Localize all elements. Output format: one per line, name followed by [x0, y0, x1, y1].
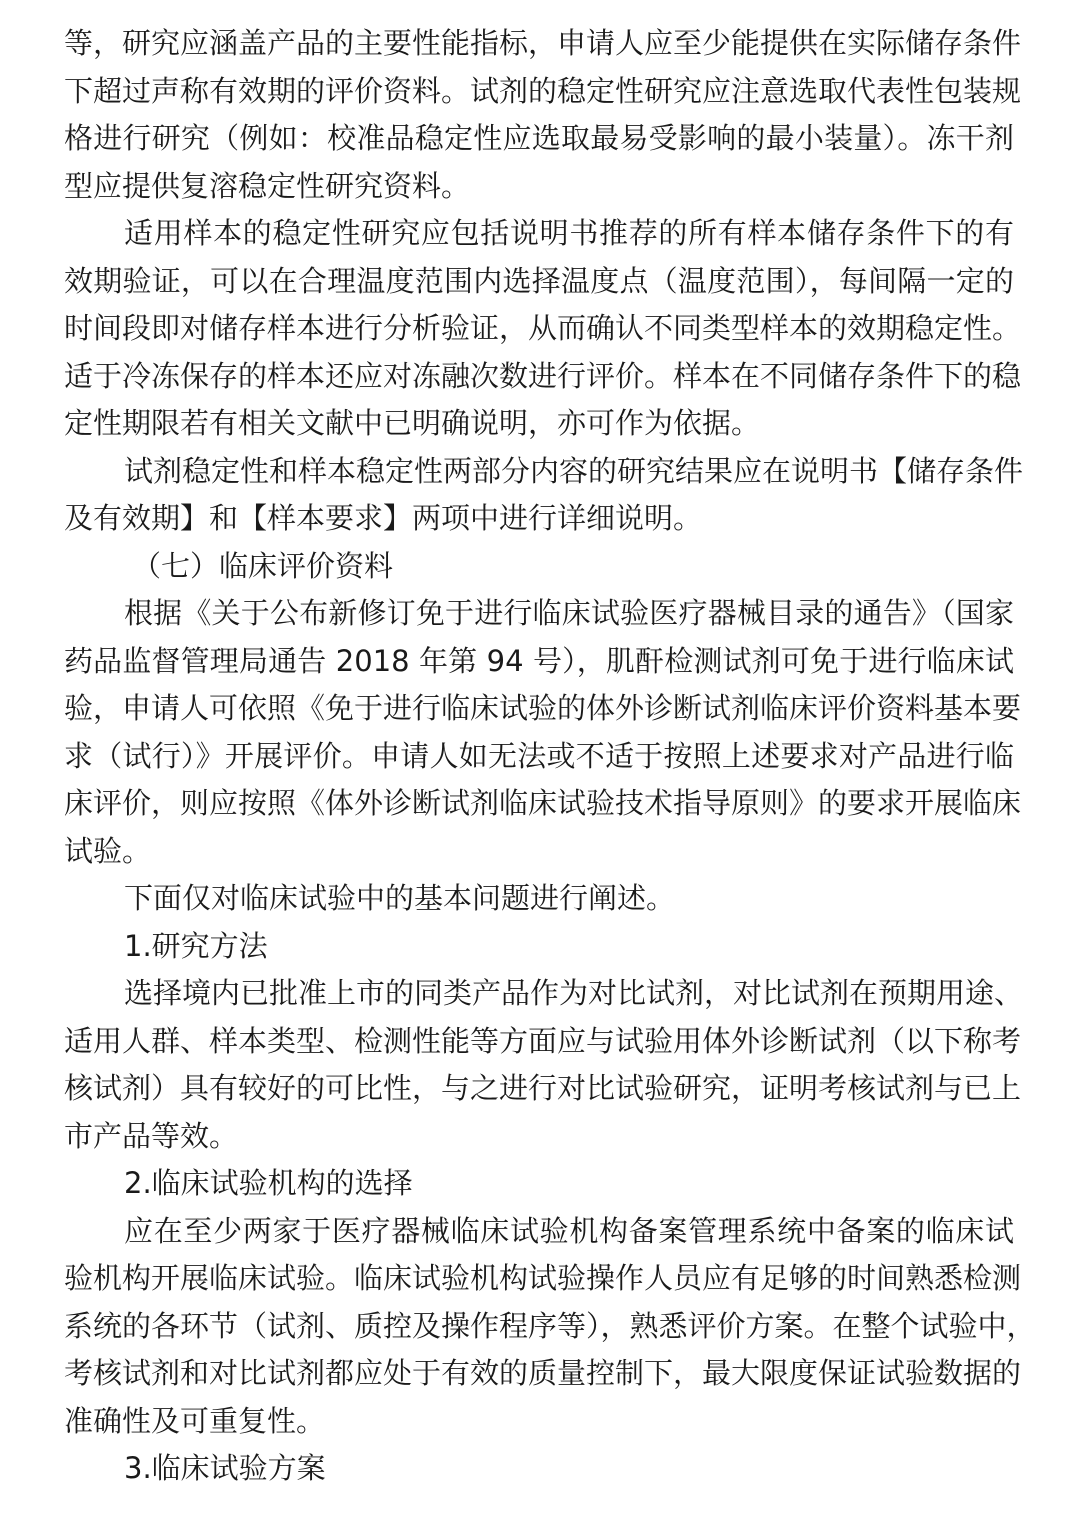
subsection-heading: 1.研究方法 — [124, 928, 268, 963]
text-line: 时间段即对储存样本进行分析验证，从而确认不同类型样本的效期稳定性。 — [64, 311, 1022, 345]
text-line: 效期验证，可以在合理温度范围内选择温度点（温度范围），每间隔一定的 — [64, 263, 1014, 298]
text-line: 适于冷冻保存的样本还应对冻融次数进行评价。样本在不同储存条件下的稳 — [64, 358, 1022, 393]
text-line: 床评价，则应按照《体外诊断试剂临床试验技术指导原则》的要求开展临床 — [64, 786, 1022, 820]
subsection-heading: 3.临床试验方案 — [124, 1451, 326, 1485]
text-line: 格进行研究（例如：校准品稳定性应选取最易受影响的最小装量）。冻干剂 — [64, 121, 1014, 155]
document-page — [64, 20, 1036, 1493]
subsection-heading: 2.临床试验机构的选择 — [124, 1166, 413, 1200]
text-line: 准确性及可重复性。 — [64, 1403, 326, 1438]
paragraph-first-line: 下面仅对临床试验中的基本问题进行阐述。 — [124, 881, 676, 915]
text-line: 试验。 — [64, 833, 152, 868]
paragraph-first-line: 应在至少两家于医疗器械临床试验机构备案管理系统中备案的临床试 — [124, 1213, 1014, 1248]
text-line: 适用人群、样本类型、检测性能等方面应与试验用体外诊断试剂（以下称考 — [64, 1023, 1022, 1058]
text-line: 核试剂）具有较好的可比性，与之进行对比试验研究，证明考核试剂与已上 — [64, 1071, 1022, 1105]
text-line: 型应提供复溶稳定性研究资料。 — [64, 168, 471, 203]
text-line: 市产品等效。 — [64, 1118, 239, 1153]
text-line: 下超过声称有效期的评价资料。试剂的稳定性研究应注意选取代表性包装规 — [64, 73, 1022, 108]
text-line: 系统的各环节（试剂、质控及操作程序等），熟悉评价方案。在整个试验中， — [64, 1308, 1036, 1343]
paragraph-first-line: 适用样本的稳定性研究应包括说明书推荐的所有样本储存条件下的有 — [124, 216, 1014, 250]
text-line: 考核试剂和对比试剂都应处于有效的质量控制下，最大限度保证试验数据的 — [64, 1356, 1022, 1390]
text-line: 求（试行）》开展评价。申请人如无法或不适于按照上述要求对产品进行临 — [64, 738, 1014, 773]
paragraph-first-line: 选择境内已批准上市的同类产品作为对比试剂，对比试剂在预期用途、 — [124, 976, 1024, 1010]
text-line: 等，研究应涵盖产品的主要性能指标，申请人应至少能提供在实际储存条件 — [64, 26, 1022, 60]
text-line: 药品监督管理局通告 2018 年第 94 号），肌酐检测试剂可免于进行临床试 — [64, 643, 1014, 678]
paragraph-first-line: 试剂稳定性和样本稳定性两部分内容的研究结果应在说明书【储存条件 — [124, 453, 1024, 488]
paragraph-first-line: 根据《关于公布新修订免于进行临床试验医疗器械目录的通告》（国家 — [124, 596, 1014, 630]
section-heading: （七）临床评价资料 — [132, 548, 394, 583]
text-line: 及有效期】和【样本要求】两项中进行详细说明。 — [64, 501, 703, 535]
text-line: 验机构开展临床试验。临床试验机构试验操作人员应有足够的时间熟悉检测 — [64, 1261, 1022, 1295]
text-line: 定性期限若有相关文献中已明确说明，亦可作为依据。 — [64, 406, 761, 440]
text-line: 验，申请人可依照《免于进行临床试验的体外诊断试剂临床评价资料基本要 — [64, 691, 1022, 725]
